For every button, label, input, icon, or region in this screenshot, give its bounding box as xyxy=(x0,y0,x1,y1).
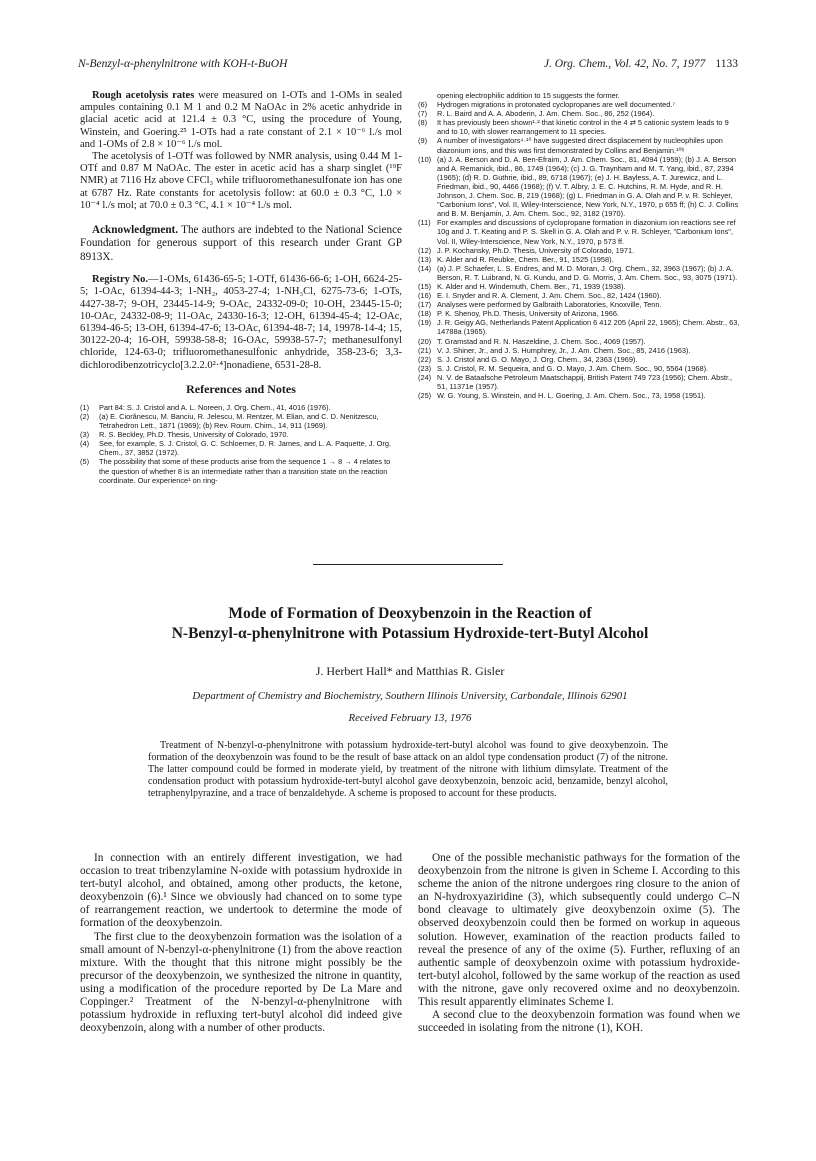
reference-item xyxy=(418,118,740,136)
reference-item xyxy=(418,300,740,309)
body-right-column xyxy=(418,852,740,1035)
rough-acetolysis-paragraph xyxy=(80,90,402,151)
reference-text: K. Alder and H. Windemuth, Chem. Ber., 71, 1939 (1938). xyxy=(437,281,626,291)
reference-text: It has previously been shown¹·² that kinetic control in the 4 ⇄ 5 cationic system leads to 9 and to 10, with slower rearrangement to 11 species. xyxy=(437,118,729,137)
rough-acetolysis-text: were measured on 1-OTs and 1-OMs in sealed ampules containing 0.1 M 1 and 0.2 M NaOAc in 2% acetic anhydride in glacial acetic acid at 121.4 ± 0.3 °C, using the procedure of Young, Winstein, and Goering.²⁵ 1-OTs had a rate constant of 2.1 × 10⁻⁶ l./s mol and 1-OMs of 2.8 × 10⁻⁶ l./s mol. xyxy=(80,90,402,150)
reference-text: (a) E. Ciorănescu, M. Banciu, R. Jelescu, M. Rentzer, M. Elian, and C. D. Nenitzescu, Tetrahedron Lett., 1871 (1969); (b) Rev. Roum. Chim., 14, 911 (1969). xyxy=(99,411,379,431)
acknowledgment-lead: Acknowledgment. xyxy=(92,224,179,237)
reference-number: (25) xyxy=(418,391,432,401)
left-column xyxy=(80,90,402,485)
reference-item xyxy=(418,337,740,346)
affiliation: Department of Chemistry and Biochemistry, Southern Illinois University, Carbondale, Illinois 62901 xyxy=(192,690,628,702)
reference-item xyxy=(418,218,740,245)
reference-item xyxy=(418,246,740,255)
reference-text: (a) J. P. Schaefer, L. S. Endres, and M. D. Moran, J. Org. Chem., 32, 3963 (1967); (b) J. A. Berson, R. T. Luibrand, N. G. Kundu, and D. G. Morris, J. Am. Chem. Soc., 93, 3075 (1971). xyxy=(437,263,738,282)
page-number: 1133 xyxy=(715,58,738,70)
body-paragraph-1: In connection with an entirely different investigation, we had occasion to treat tribenzylamine N-oxide with potassium hydroxide in tert-butyl alcohol, and obtained, among other products, the ketone, deoxybenzoin (6).¹ Since we obviously had chanced on to some type of rearrangement reaction, we undertook to determine the mode of formation of the deoxybenzoin. xyxy=(80,852,402,930)
reference-number: (3) xyxy=(80,430,90,440)
acknowledgment-text: The authors are indebted to the National Science Foundation for generous support of this research under Grant GP 8913X. xyxy=(80,224,402,263)
reference-item xyxy=(418,109,740,118)
reference-text: N. V. de Bataafsche Petroleum Maatschappij, British Patent 749 723 (1956); Chem. Abstr., 51, 11371e (1957). xyxy=(437,372,733,391)
reference-number: (12) xyxy=(418,245,432,255)
section-divider xyxy=(313,564,503,565)
reference-item xyxy=(80,457,402,484)
reference-item xyxy=(80,403,402,412)
reference-number: (11) xyxy=(418,218,431,228)
body-paragraph-3: One of the possible mechanistic pathways for the formation of the deoxybenzoin from the nitrone is given in Scheme I. According to this scheme the anion of the nitrone undergoes ring closure to the anion of an N-hydroxyaziridine (3), which subsequently could undergo C–N bond cleavage to ultimately give deoxybenzoin oxime (5). The observed deoxybenzoin could then be formed on workup in aqueous solution. However, examination of the reaction products failed to reveal the presence of any of the oxime (5). Further, refluxing of an authentic sample of deoxybenzoin oxime with potassium hydroxide-tert-butyl alcohol, followed by the same workup of the reaction as used with the nitrone, gave only recovered oxime and no deoxybenzoin. This result apparently eliminates Scheme I. xyxy=(418,852,740,1009)
reference-item xyxy=(80,439,402,457)
reference-text: Analyses were performed by Galbraith Laboratories, Knoxville, Tenn. xyxy=(437,300,662,310)
reference-text: W. G. Young, S. Winstein, and H. L. Goering, J. Am. Chem. Soc., 73, 1958 (1951). xyxy=(437,391,706,401)
reference-text: opening electrophilic addition to 15 suggests the former. xyxy=(437,91,620,100)
reference-number: (19) xyxy=(418,318,432,328)
reference-number: (14) xyxy=(418,263,432,273)
reference-item xyxy=(418,282,740,291)
reference-item xyxy=(418,391,740,400)
journal-citation: J. Org. Chem., Vol. 42, No. 7, 1977 xyxy=(543,58,706,70)
reference-text: K. Alder and R. Reubke, Chem. Ber., 91, 1525 (1958). xyxy=(437,254,614,264)
reference-item xyxy=(418,255,740,264)
reference-number: (10) xyxy=(418,154,432,164)
reference-text: V. J. Shiner, Jr., and J. S. Humphrey, Jr., J. Am. Chem. Soc., 85, 2416 (1963). xyxy=(437,345,691,355)
references-list-left xyxy=(80,403,402,485)
reference-text: J. R. Geigy AG, Netherlands Patent Application 6 412 205 (April 22, 1965); Chem. Abstr., 63, 14788a (1965). xyxy=(437,318,740,337)
registry-numbers xyxy=(80,274,402,372)
reference-text: Hydrogen migrations in protonated cyclopropanes are well documented.⁷ xyxy=(437,100,676,110)
body-paragraph-2: The first clue to the deoxybenzoin formation was the isolation of a small amount of N-benzyl-α-phenylnitrone (1) from the above reaction mixture. With the thought that this nitrone might possibly be the precursor of the deoxybenzoin, we synthesized the nitrone in quantity, using a modification of the procedure reported by De La Mare and Coppinger.² Treatment of the N-benzyl-α-phenylnitrone with potassium hydroxide in refluxing tert-butyl alcohol did indeed give deoxybenzoin, along with a number of other products. xyxy=(80,930,402,1035)
reference-number: (16) xyxy=(418,291,432,301)
reference-number: (23) xyxy=(418,363,432,373)
acetolysis-paragraph: The acetolysis of 1-OTf was followed by NMR analysis, using 0.44 M 1-OTf and 0.87 M NaOAc. The ester in acetic acid has a sharp singlet (¹⁹F NMR) at 7116 Hz above CFCl₃ while trifluoromethanesulfonate ion has one at 6787 Hz. Rate constants for acetolysis follow: at 60.0 ± 0.3 °C, 1.0 × 10⁻⁴ l./s mol; at 70.0 ± 0.3 °C, 4.1 × 10⁻⁴ l./s mol. xyxy=(80,151,402,211)
reference-text: S. J. Cristol, R. M. Sequeira, and G. O. Mayo, J. Am. Chem. Soc., 90, 5564 (1968). xyxy=(437,363,709,373)
reference-item xyxy=(418,264,740,282)
reference-number: (9) xyxy=(418,136,428,146)
references-heading: References and Notes xyxy=(186,381,296,396)
reference-item xyxy=(80,412,402,430)
reference-number: (5) xyxy=(80,457,90,467)
reference-number: (2) xyxy=(80,411,90,421)
body-paragraph-4: A second clue to the deoxybenzoin formation was found when we succeeded in isolating from the nitrone (1), KOH. xyxy=(418,1009,740,1035)
reference-number: (18) xyxy=(418,309,432,319)
reference-item xyxy=(418,155,740,219)
reference-number: (20) xyxy=(418,336,432,346)
reference-text: S. J. Cristol and G. O. Mayo, J. Org. Chem., 34, 2363 (1969). xyxy=(437,354,638,364)
running-head-journal xyxy=(544,58,738,70)
reference-item xyxy=(418,291,740,300)
reference-text: T. Gramstad and R. N. Haszeldine, J. Chem. Soc., 4069 (1957). xyxy=(437,336,646,346)
reference-number: (21) xyxy=(418,345,432,355)
registry-lead: Registry No. xyxy=(92,274,149,286)
reference-number: (8) xyxy=(418,118,428,128)
authors: J. Herbert Hall* and Matthias R. Gisler xyxy=(315,664,505,678)
reference-number: (7) xyxy=(418,109,428,119)
reference-number: (1) xyxy=(80,402,90,412)
reference-text: For examples and discussions of cyclopropane formation in diazonium ion reactions see ref 10g and J. T. Keating and P. S. Skell in G. A. Olah and P. v. R. Schleyer, "Carbonium Ions", Vol. II, Wiley-Interscience, New York, N.Y., 1970, p 573 ff. xyxy=(437,218,736,246)
reference-text: J. P. Kochansky, Ph.D. Thesis, University of Colorado, 1971. xyxy=(437,245,635,255)
registry-text: —1-OMs, 61436-65-5; 1-OTf, 61436-66-6; 1-OH, 6624-25-5; 1-OAc, 61394-44-3; 1-NH₂, 4053-27-4; 1-NH₃Cl, 6275-73-6; 1-OTs, 4427-38-7; 9-OH, 23445-14-9; 9-OAc, 24332-09-0; 10-OH, 23445-15-0; 10-OAc, 24332-08-9; 11-OAc, 24330-16-3; 12-OH, 61394-45-4; 12-OAc, 61394-46-5; 13-OH, 61394-47-6; 13-OAc, 61394-48-7; 14, 19978-14-4; 15, 30122-20-4; 16-OH, 59938-58-8; 16-OAc, 59938-57-7; methanesulfonyl chloride, 124-63-0; trifluoromethanesulfonic anhydride, 358-23-6; 3,3-dichlorodibenzotricyclo[3.2.2.0²·⁴]nonadiene, 6531-28-8. xyxy=(80,274,402,371)
reference-item xyxy=(418,309,740,318)
reference-number: (17) xyxy=(418,300,432,310)
reference-text: E. I. Snyder and R. A. Clement, J. Am. Chem. Soc., 82, 1424 (1960). xyxy=(437,291,662,301)
reference-item xyxy=(418,355,740,364)
received-date: Received February 13, 1976 xyxy=(348,712,472,724)
reference-item xyxy=(418,100,740,109)
acknowledgment xyxy=(80,224,402,264)
reference-item xyxy=(418,318,740,336)
right-column xyxy=(418,91,740,400)
reference-text: A number of investigators⁴·¹⁰ have suggested direct displacement by nucleophiles upon diazonium ions, and this was first demonstrated by Collins and Benjamin.¹⁰ʰ xyxy=(437,136,723,155)
running-head-title: N-Benzyl-α-phenylnitrone with KOH-t-BuOH xyxy=(78,58,288,70)
abstract: Treatment of N-benzyl-α-phenylnitrone with potassium hydroxide-tert-butyl alcohol was found to give deoxybenzoin. The formation of the deoxybenzoin was found to be the result of base attack on an aldol type condensation product (7) of the nitrone. The latter compound could be formed in moderate yield, by treatment of the nitrone with lithium dimsylate. Treatment of the condensation product with potassium hydroxide-tert-butyl alcohol gave deoxybenzoin, benzoic acid, benzamide, benzyl alcohol, tetraphenylpyrazine, and a trace of benzaldehyde. A scheme is proposed to account for these products. xyxy=(148,740,668,799)
reference-text: R. S. Beckley, Ph.D. Thesis, University of Colorado, 1970. xyxy=(99,430,289,440)
reference-text: P. K. Shenoy, Ph.D. Thesis, University of Arizona, 1966. xyxy=(437,309,619,319)
reference-text: The possibility that some of these products arise from the sequence 1 → 8 → 4 relates to the question of whether 8 is an intermediate rather than a transition state on the reaction coordinate. Our experience¹ on ring- xyxy=(99,457,391,485)
references-list-right xyxy=(418,91,740,400)
reference-text: See, for example, S. J. Cristol, G. C. Schloemer, D. R. James, and L. A. Paquette, J. Org. Chem., 37, 3852 (1972). xyxy=(99,439,392,458)
reference-number: (24) xyxy=(418,372,432,382)
reference-number: (13) xyxy=(418,254,432,264)
reference-item xyxy=(418,364,740,373)
reference-item xyxy=(418,136,740,154)
reference-number: (6) xyxy=(418,100,428,110)
body-left-column xyxy=(80,852,402,1035)
reference-number: (4) xyxy=(80,439,90,449)
reference-text: (a) J. A. Berson and D. A. Ben-Efraim, J. Am. Chem. Soc., 81, 4094 (1959); (b) J. A. Berson and A. Remanick, ibid., 86, 1749 (1964); (c) J. G. Traynham and M. T. Yang, ibid., 87, 2394 (1965); (d) R. D. Guthrie, ibid., 89, 6718 (1967); (e) J. H. Bayless, A. T. Jurewicz, and L. Friedman, ibid., 90, 4466 (1968); (f) V. T. Albry, J. E. C. Hutchins, R. M. Hyde, and R. H. Johnson, J. Chem. Soc. B, 219 (1968); (g) L. Friedman in G. A. Olah and P. v. R. Schleyer, "Carbonium Ions", Vol. II, Wiley-Interscience, New York, N.Y., 1970, p 655 ff; (h) C. J. Collins and B. M. Benjamin, J. Am. Chem. Soc., 92, 3182 (1970). xyxy=(437,154,739,219)
running-head xyxy=(78,58,738,74)
reference-item xyxy=(80,430,402,439)
reference-item xyxy=(418,373,740,391)
reference-item xyxy=(418,346,740,355)
reference-item xyxy=(418,91,740,100)
rough-acetolysis-lead: Rough acetolysis rates xyxy=(92,90,195,101)
reference-number: (15) xyxy=(418,281,432,291)
article-title-line-1: Mode of Formation of Deoxybenzoin in the Reaction of xyxy=(228,605,592,622)
reference-text: R. L. Baird and A. A. Aboderin, J. Am. Chem. Soc., 86, 252 (1964). xyxy=(437,109,655,119)
reference-number: (22) xyxy=(418,354,432,364)
article-title-line-2: N-Benzyl-α-phenylnitrone with Potassium Hydroxide-tert-Butyl Alcohol xyxy=(171,625,649,642)
reference-text: Part 84: S. J. Cristol and A. L. Noreen, J. Org. Chem., 41, 4016 (1976). xyxy=(99,402,331,412)
